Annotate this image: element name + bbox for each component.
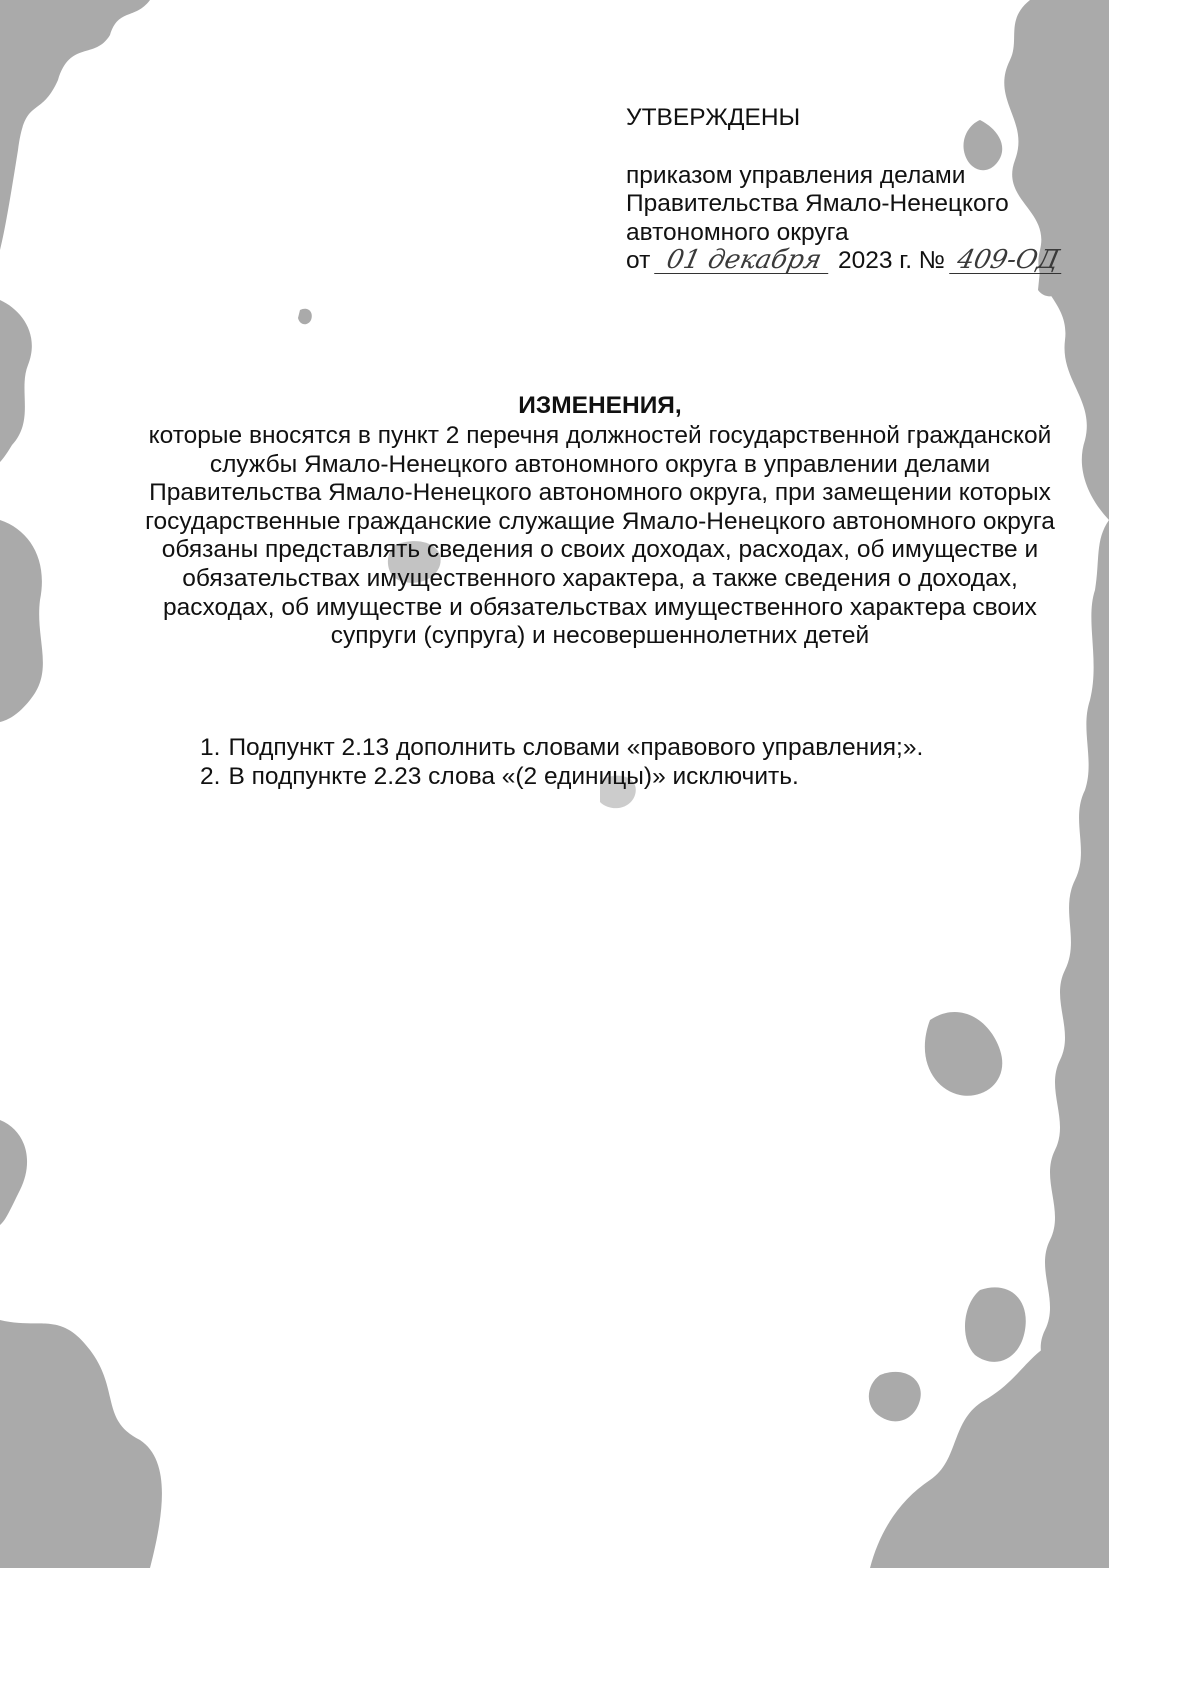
handwritten-date: 01 декабря	[654, 247, 834, 274]
approval-date-line	[626, 247, 1086, 276]
year-and-number-label: 2023 г. №	[837, 247, 946, 274]
amendments-list	[200, 734, 1060, 791]
list-item-text: Подпункт 2.13 дополнить словами «правового управления;».	[228, 734, 924, 761]
list-item-number: 2.	[200, 762, 221, 790]
scan-blot	[0, 1120, 27, 1225]
scan-blot	[1045, 9, 1074, 40]
scan-blot	[298, 309, 312, 325]
date-prefix: от	[626, 247, 651, 274]
scan-blot	[0, 520, 43, 722]
document-subtitle: которые вносятся в пункт 2 перечня должностей государственной гражданской службы Ямало-Ненецкого автономного округа в управлении делами Правительства Ямало-Ненецкого автономного округа, при замещении которых государственные гражданские служащие Ямало-Ненецкого автономного округа обязаны представлять сведения о своих доходах, расходах, об имуществе и обязательствах имущественного характера, а также сведения о доходах, расходах, об имуществе и обязательствах имущественного характера своих супруги (супруга) и несовершеннолетних детей	[145, 422, 1055, 650]
scan-blot	[0, 0, 150, 250]
list-item	[200, 734, 1060, 763]
approval-line-3: автономного округа	[626, 218, 849, 246]
list-item-text: В подпункте 2.23 слова «(2 единицы)» исключить.	[228, 762, 799, 790]
scan-blot	[0, 1320, 162, 1568]
scan-blot	[870, 1330, 1109, 1568]
approval-block	[626, 104, 1086, 276]
list-item-number: 1.	[200, 734, 221, 761]
scan-blot	[869, 1372, 921, 1422]
document-title: ИЗМЕНЕНИЯ,	[518, 392, 682, 419]
approval-line-2: Правительства Ямало-Ненецкого	[626, 190, 1009, 217]
approved-label: УТВЕРЖДЕНЫ	[626, 104, 801, 131]
list-item	[200, 763, 1060, 792]
scan-blot	[0, 300, 32, 462]
approval-line-1: приказом управления делами	[626, 161, 966, 189]
handwritten-number: 409-ОД	[949, 247, 1067, 274]
scan-blot	[965, 1287, 1026, 1361]
scan-blot	[925, 1012, 1002, 1096]
